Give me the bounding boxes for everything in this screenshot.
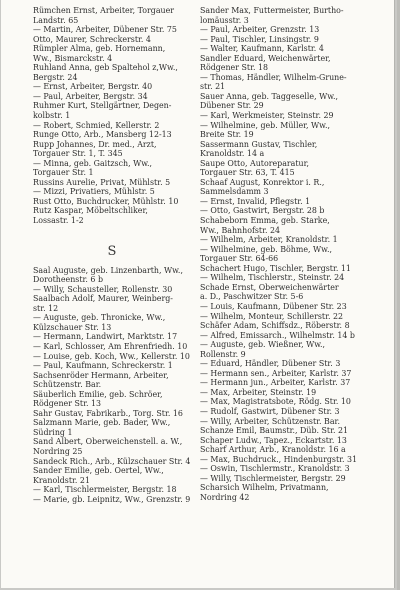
section-letter: S	[107, 243, 117, 259]
entry-line: Sandler Eduard, Weichenwärter,	[200, 53, 331, 63]
left-block-r	[33, 6, 191, 226]
entry-line: Russins Aurelie, Privat, Mühlstr. 5	[33, 177, 171, 187]
entry-line: — Wilhelm, Tischlerstr., Steinstr. 24	[200, 273, 345, 283]
entry-line: str. 12	[33, 303, 59, 313]
entry-line: Rupp Johannes, Dr. med., Arzt,	[33, 139, 157, 149]
entry-line: Schäfer Adam, Schiffsdz., Röberstr. 8	[200, 321, 350, 331]
entry-line: Rust Otto, Buchdrucker, Mühlstr. 10	[33, 196, 179, 206]
entry-line: Sachsenröder Hermann, Arbeiter,	[33, 370, 169, 380]
entry-line: — Paul, Kaufmann, Schreckerstr. 1	[33, 361, 173, 371]
entry-line: Salzmann Marie, geb. Bader, Ww.,	[33, 418, 171, 428]
entry-line: — Paul, Arbeiter, Grenzstr. 13	[200, 25, 320, 35]
left-block-s	[33, 266, 191, 505]
entry-line: Rödgener Str. 18	[200, 63, 269, 73]
entry-line: Ww., Bismarckstr. 4	[33, 53, 113, 63]
entry-line: lomäusstr. 3	[200, 15, 249, 25]
entry-line: Sand Albert, Oberweichenstell. a. W.,	[33, 437, 183, 447]
entry-line: — Eduard, Händler, Dübener Str. 3	[200, 359, 341, 369]
entry-line: Schade Ernst, Oberweichenwärter	[200, 282, 339, 292]
entry-line: Runge Otto, Arb., Mansberg 12-13	[33, 130, 172, 140]
entry-line: Schaaf August, Konrektor i. R.,	[200, 177, 325, 187]
entry-line: — Willy, Tischlermeister, Bergstr. 29	[200, 473, 346, 483]
entry-line: Ruhmer Kurt, Stellgärtner, Degen-	[33, 101, 172, 111]
entry-line: — Willy, Schausteller, Rollenstr. 30	[33, 284, 173, 294]
entry-line: Schachert Hugo, Tischler, Bergstr. 11	[200, 263, 351, 273]
entry-line: — Wilhelmine, geb. Müller, Ww.,	[200, 120, 330, 130]
entry-line: Torgauer Str. 1	[33, 168, 94, 178]
entry-line: — Ernst, Invalid, Pflegstr. 1	[200, 196, 311, 206]
entry-line: Rödgener Str. 13	[33, 399, 102, 409]
entry-line: Schaper Ludw., Tapez., Eckartstr. 13	[200, 435, 347, 445]
entry-line: — Max, Magistratsbote, Rödg. Str. 10	[200, 397, 351, 407]
entry-line: — Oswin, Tischlermstr., Kranoldstr. 3	[200, 464, 350, 474]
entry-line: kolbstr. 1	[33, 111, 71, 121]
entry-line: — Otto, Gastwirt, Bergstr. 28 b	[200, 206, 325, 216]
entry-line: — Hermann, Landwirt, Marktstr. 17	[33, 332, 178, 342]
entry-line: a. D., Paschwitzer Str. 5-6	[200, 292, 304, 302]
entry-line: Saalbach Adolf, Maurer, Weinberg-	[33, 294, 173, 304]
entry-line: — Minna, geb. Gaitzsch, Ww.,	[33, 158, 153, 168]
entry-line: — Mizzi, Privatiers, Mühlstr. 5	[33, 187, 155, 197]
entry-line: Breite Str. 19	[200, 130, 254, 140]
entry-line: Kranoldstr. 21	[33, 475, 90, 485]
entry-line: — Wilhelmine, geb. Böhme, Ww.,	[200, 244, 332, 254]
entry-line: Dorotheenstr. 6 b	[33, 275, 103, 285]
right-column	[200, 6, 368, 502]
entry-line: — Louise, geb. Koch, Ww., Kellerstr. 10	[33, 351, 190, 361]
entry-line: Kranoldstr. 14 a	[200, 149, 265, 159]
entry-line: — Auguste, geb. Thronicke, Ww.,	[33, 313, 166, 323]
entry-line: Lossastr. 1-2	[33, 216, 84, 226]
entry-line: — Karl, Tischlermeister, Bergstr. 18	[33, 485, 177, 495]
entry-line: — Martin, Arbeiter, Dübener Str. 75	[33, 25, 177, 35]
entry-line: — Willy, Arbeiter, Schützenstr. Bar.	[200, 416, 340, 426]
entry-line: Scharf Arthur, Arb., Kranoldstr. 16 a	[200, 445, 346, 455]
entry-line: str. 21	[200, 82, 226, 92]
entry-line: Rollenstr. 9	[200, 349, 246, 359]
entry-line: Sauer Anna, geb. Taggeselle, Ww.,	[200, 91, 339, 101]
entry-line: Dübener Str. 29	[200, 101, 264, 111]
entry-line: Torgauer Str. 64-66	[200, 254, 279, 264]
entry-line: Schanze Emil, Baumstr., Düb. Str. 21	[200, 426, 349, 436]
entry-line: Sandeck Rich., Arb., Külzschauer Str. 4	[33, 456, 191, 466]
entry-line: — Robert, Schmied, Kellerstr. 2	[33, 120, 160, 130]
entry-line: — Hermann jun., Arbeiter, Karlstr. 37	[200, 378, 351, 388]
entry-line: Sander Emilie, geb. Oertel, Ww.,	[33, 466, 164, 476]
entry-line: — Ernst, Arbeiter, Bergstr. 40	[33, 82, 153, 92]
entry-line: Külzschauer Str. 13	[33, 322, 112, 332]
left-column	[33, 6, 191, 504]
entry-line: — Hermann sen., Arbeiter, Karlstr. 37	[200, 368, 352, 378]
entry-line: Nordring 25	[33, 446, 83, 456]
entry-line: — Alfred, Emissarch., Wilhelmstr. 14 b	[200, 330, 355, 340]
entry-line: — Walter, Kaufmann, Karlstr. 4	[200, 44, 324, 54]
entry-line: Scharsich Wilhelm, Privatmann,	[200, 483, 329, 493]
entry-line: Torgauer Str. 1, T. 345	[33, 149, 123, 159]
entry-line: Ruhland Anna, geb Spaltehol z,Ww.,	[33, 63, 178, 73]
entry-line: — Max, Arbeiter, Steinstr. 19	[200, 387, 317, 397]
entry-line: Sander Max, Futtermeister, Burtho-	[200, 6, 344, 15]
entry-line: Südring 1	[33, 427, 73, 437]
entry-line: Bergstr. 24	[33, 72, 78, 82]
entry-line: — Thomas, Händler, Wilhelm-Grune-	[200, 72, 347, 82]
entry-line: Ww., Bahnhofstr. 24	[200, 225, 281, 235]
entry-line: Saupe Otto, Autoreparatur,	[200, 158, 310, 168]
entry-line: Torgauer Str. 63, T. 415	[200, 168, 295, 178]
entry-line: Rümchen Ernst, Arbeiter, Torgauer	[33, 6, 175, 15]
entry-line: Schabeborn Emma, geb. Starke,	[200, 216, 330, 226]
entry-line: Landstr. 65	[33, 15, 79, 25]
entry-line: Saal Auguste, geb. Linzenbarth, Ww.,	[33, 265, 183, 275]
entry-line: — Marie, gb. Leipnitz, Ww., Grenzstr. 9	[33, 494, 191, 504]
entry-line: Sassermann Gustav, Tischler,	[200, 139, 318, 149]
entry-line: Otto, Maurer, Schreckerstr. 4	[33, 34, 151, 44]
entry-line: — Max, Buchdruck., Hindenburgstr. 31	[200, 454, 358, 464]
entry-line: — Auguste, geb. Wießner, Ww.,	[200, 340, 326, 350]
entry-line: — Wilhelm, Monteur, Schillerstr. 22	[200, 311, 344, 321]
entry-line: Sammelsdamm 3	[200, 187, 269, 197]
entry-line: Sahr Gustav, Fabrikarb., Torg. Str. 16	[33, 408, 183, 418]
entry-line: — Wilhelm, Arbeiter, Kranoldstr. 1	[200, 235, 338, 245]
entry-line: — Karl, Werkmeister, Steinstr. 29	[200, 111, 334, 121]
entry-line: Nordring 42	[200, 492, 250, 502]
directory-page	[1, 0, 395, 588]
entry-line: Säuberlich Emilie, geb. Schröer,	[33, 389, 163, 399]
entry-line: — Louis, Kaufmann, Dübener Str. 23	[200, 301, 347, 311]
entry-line: Schützenstr. Bar.	[33, 380, 102, 390]
entry-line: — Paul, Tischler, Linsingstr. 9	[200, 34, 319, 44]
entry-line: — Rudolf, Gastwirt, Dübener Str. 3	[200, 406, 340, 416]
section-gap	[33, 226, 191, 244]
entry-line: — Karl, Schlosser, Am Ehrenfriedh. 10	[33, 341, 188, 351]
entry-line: — Paul, Arbeiter, Bergstr. 34	[33, 91, 148, 101]
entry-line: Rutz Kaspar, Möbeltschliker,	[33, 206, 148, 216]
entry-line: Rümpler Alma, geb. Hornemann,	[33, 44, 166, 54]
